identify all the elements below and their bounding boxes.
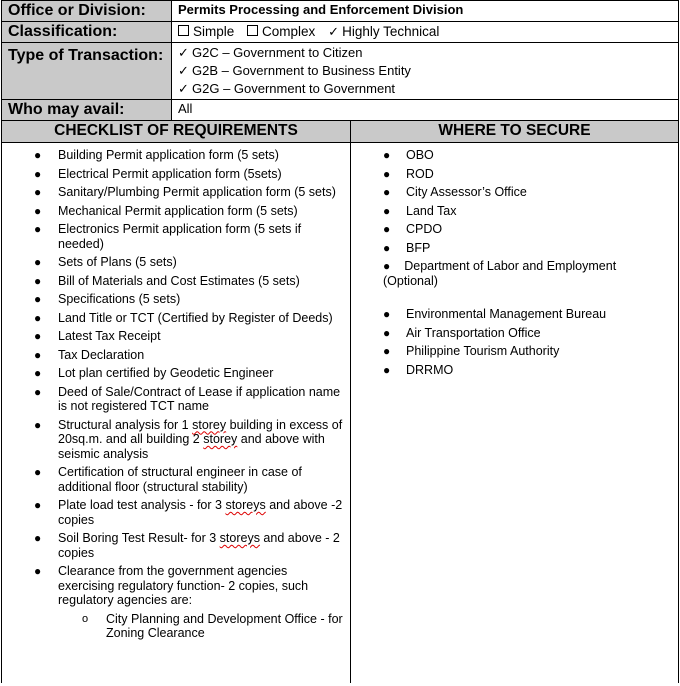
classification-label: Classification: — [2, 22, 172, 43]
bullet-icon: ● — [34, 366, 42, 380]
bullet-icon: ● — [383, 259, 391, 273]
checkbox-empty-icon — [247, 25, 258, 36]
bullet-icon: ● — [34, 255, 42, 269]
requirement-item: ● Mechanical Permit application form (5 sets) — [34, 203, 298, 218]
requirement-item: ● Electronics Permit application form (5 sets if needed) — [34, 222, 302, 251]
bullet-icon: ● — [383, 307, 391, 321]
requirement-item-clearance: ● Clearance from the government agencies exercising regulatory function- 2 copies, such regulatory agencies are: — [34, 564, 309, 607]
circle-bullet-icon: o — [82, 612, 89, 625]
bullet-icon: ● — [34, 185, 42, 199]
classification-simple: Simple — [178, 24, 234, 39]
requirement-item: ● Latest Tax Receipt — [34, 329, 161, 343]
requirement-item-structural: ● Structural analysis for 1 storey building in excess of 20sq.m. and all building 2 storey and above with seismic analysis — [34, 417, 343, 461]
source-item: ● CPDO — [383, 222, 443, 236]
transaction-g2c: ✓ G2C – Government to Citizen — [178, 45, 363, 60]
sources-list — [351, 143, 678, 377]
classification-highly-technical: ✓ Highly Technical — [328, 24, 440, 39]
checklist-header: CHECKLIST OF REQUIREMENTS — [2, 121, 351, 143]
source-item: ● Land Tax — [383, 203, 457, 218]
bullet-icon: ● — [34, 203, 42, 218]
bullet-icon: ● — [383, 222, 391, 236]
requirement-subitem: o City Planning and Development Office - for Zoning Clearance — [82, 611, 343, 640]
bullet-icon: ● — [383, 240, 391, 255]
bullet-icon: ● — [383, 203, 391, 218]
who-value: All — [172, 100, 679, 121]
transaction-g2b: ✓ G2B – Government to Business Entity — [178, 63, 411, 78]
sources-cell — [351, 143, 679, 683]
checkmark-icon: ✓ — [178, 63, 189, 78]
office-label: Office or Division: — [2, 1, 172, 22]
office-value: Permits Processing and Enforcement Division — [172, 1, 679, 22]
bullet-icon: ● — [34, 273, 42, 288]
checkmark-icon: ✓ — [178, 81, 189, 96]
source-item: ● Philippine Tourism Authority — [383, 344, 560, 358]
bullet-icon: ● — [34, 564, 42, 578]
bullet-icon: ● — [34, 347, 42, 362]
source-item: ● City Assessor’s Office — [383, 185, 527, 199]
bullet-icon: ● — [34, 417, 42, 432]
source-item: ● Environmental Management Bureau — [383, 307, 607, 321]
checkmark-icon: ✓ — [178, 45, 189, 60]
bullet-icon: ● — [34, 166, 42, 181]
citizen-charter-table — [1, 0, 679, 683]
bullet-icon: ● — [34, 384, 42, 399]
transaction-types — [172, 43, 679, 100]
checkbox-empty-icon — [178, 25, 189, 36]
transaction-g2g: ✓ G2G – Government to Government — [178, 81, 396, 96]
classification-options — [172, 22, 679, 43]
bullet-icon: ● — [34, 292, 42, 306]
requirements-list — [2, 143, 350, 641]
source-item: ● BFP — [383, 240, 431, 255]
transaction-label: Type of Transaction: — [2, 43, 172, 100]
requirement-item-plate-load: ● Plate load test analysis - for 3 storeys and above -2 copies — [34, 498, 343, 527]
requirement-item: ● Building Permit application form (5 sets) — [34, 148, 279, 162]
bullet-icon: ● — [383, 148, 391, 162]
source-item: ● DRRMO — [383, 362, 454, 377]
requirement-item: ● Sets of Plans (5 sets) — [34, 255, 177, 269]
bullet-icon: ● — [34, 498, 42, 512]
requirement-item: ● Electrical Permit application form (5sets) — [34, 166, 282, 181]
bullet-icon: ● — [383, 166, 391, 181]
classification-complex: Complex — [247, 24, 315, 39]
bullet-icon: ● — [383, 362, 391, 377]
requirement-item: ● Deed of Sale/Contract of Lease if application name is not registered TCT name — [34, 384, 341, 413]
source-item: ● ROD — [383, 166, 434, 181]
bullet-icon: ● — [34, 222, 42, 236]
checkmark-icon: ✓ — [328, 24, 339, 39]
requirement-item-certification: ● Certification of structural engineer in case of additional floor (structural stability) — [34, 465, 302, 494]
bullet-icon: ● — [34, 148, 42, 162]
requirement-item: ● Lot plan certified by Geodetic Engineer — [34, 366, 274, 380]
source-item: ● Air Transportation Office — [383, 325, 541, 340]
source-item-dole: ● Department of Labor and Employment (Optional) — [383, 259, 617, 288]
bullet-icon: ● — [383, 344, 391, 358]
requirement-item: ● Bill of Materials and Cost Estimates (5 sets) — [34, 273, 300, 288]
requirements-cell — [2, 143, 351, 683]
bullet-icon: ● — [383, 325, 391, 340]
bullet-icon: ● — [383, 185, 391, 199]
bullet-icon: ● — [34, 310, 42, 325]
requirement-item: ● Land Title or TCT (Certified by Register of Deeds) — [34, 310, 333, 325]
source-item: ● OBO — [383, 148, 434, 162]
where-header: WHERE TO SECURE — [351, 121, 679, 143]
requirement-item-soil-boring: ● Soil Boring Test Result- for 3 storeys and above - 2 copies — [34, 531, 340, 560]
requirement-item: ● Specifications (5 sets) — [34, 292, 181, 306]
bullet-icon: ● — [34, 465, 42, 479]
bullet-icon: ● — [34, 329, 42, 343]
bullet-icon: ● — [34, 531, 42, 545]
requirement-item: ● Sanitary/Plumbing Permit application form (5 sets) — [34, 185, 336, 199]
requirement-item: ● Tax Declaration — [34, 347, 145, 362]
who-label: Who may avail: — [2, 100, 172, 121]
